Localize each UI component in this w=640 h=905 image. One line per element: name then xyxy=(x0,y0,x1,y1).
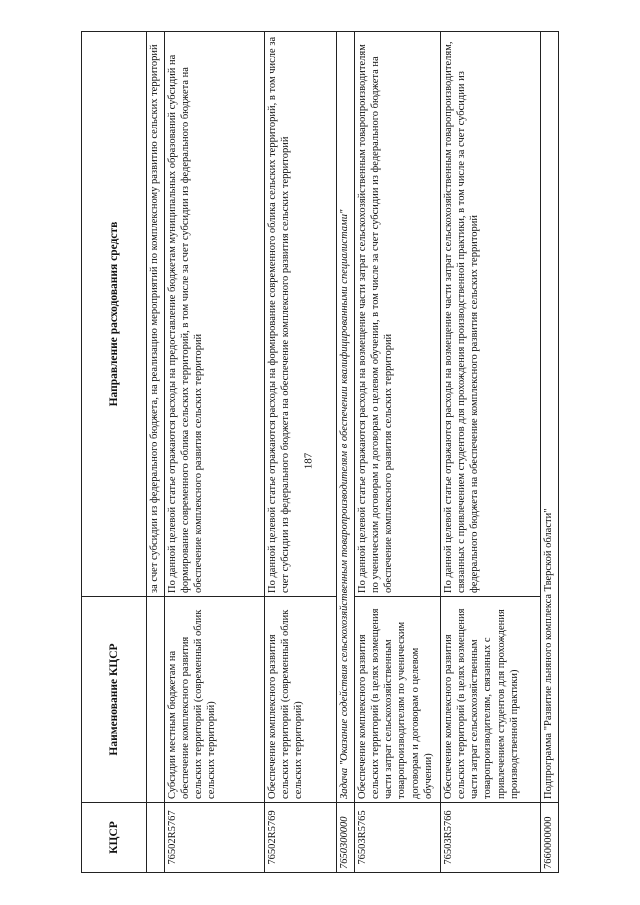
row-direction: По данной целевой статье отражаются расходы на возмещение части затрат сельскохозяйственным товаропроизводителям по ученическим договорам и договорам о целевом обучении, в том числе за счет субсидии из федерального бюджета на обеспечение комплексного развития сельских территорий xyxy=(355,32,441,597)
table-cell xyxy=(147,803,165,873)
row-direction: По данной целевой статье отражаются расходы на возмещение части затрат сельскохозяйственным товаропроизводителям, связанных с привлечением студентов для прохождения производственной практики, в том числе за счет субсидии из федерального бюджета на обеспечение комплексного развития сельских территорий xyxy=(441,32,541,597)
table-cell xyxy=(147,597,165,803)
table-row xyxy=(441,32,541,873)
row-name: Обеспечение комплексного развития сельских территорий (в целях возмещения части затрат сельскохозяйственным товаропроизводителям, связанных с привлечением студентов для прохождения производственной практики) xyxy=(441,597,541,803)
row-name: Обеспечение комплексного развития сельских территорий (в целях возмещения части затрат сельскохозяйственным товаропроизводителям по ученическим договорам и договорам о целевом обучении) xyxy=(355,597,441,803)
table-row xyxy=(265,32,337,873)
subprogram-code: 7660000000 xyxy=(541,803,559,873)
task-row xyxy=(337,32,355,873)
header-name: Наименование КЦСР xyxy=(82,597,147,803)
continuation-text: за счет субсидии из федерального бюджета, на реализацию мероприятий по комплексному развитию сельских территорий xyxy=(147,32,165,597)
table-row xyxy=(147,32,165,873)
row-code: 76503R5765 xyxy=(355,803,441,873)
document-sheet xyxy=(81,31,559,873)
table-row xyxy=(165,32,265,873)
row-direction: По данной целевой статье отражаются расходы на предоставление бюджетам муниципальных образований субсидий на формирование современного облика сельских территорий, в том числе за счет субсидии из федерального бюджета на обеспечение комплексного развития сельских территорий xyxy=(165,32,265,597)
subprogram-text: Подпрограмма "Развитие льняного комплекса Тверской области" xyxy=(541,32,559,803)
task-text: Задача "Оказание содействия сельскохозяйственным товаропроизводителям в обеспечении квалифицированными специалистами" xyxy=(337,32,355,803)
subprogram-row xyxy=(541,32,559,873)
row-direction: По данной целевой статье отражаются расходы на формирование современного облика сельских территорий, в том числе за счет субсидии из федерального бюджета на обеспечение комплексного развития сельских территорий xyxy=(265,32,337,597)
header-code: КЦСР xyxy=(82,803,147,873)
row-code: 76502R5769 xyxy=(265,803,337,873)
header-direction: Направление расходования средств xyxy=(82,32,147,597)
row-code: 76502R5767 xyxy=(165,803,265,873)
page-number: 187 xyxy=(302,452,315,470)
table-row xyxy=(355,32,441,873)
row-code: 76503R5766 xyxy=(441,803,541,873)
row-name: Субсидии местным бюджетам на обеспечение комплексного развития сельских территорий (современный облик сельских территорий) xyxy=(165,597,265,803)
table-header-row xyxy=(82,32,147,873)
row-name: Обеспечение комплексного развития сельских территорий (современный облик сельских территорий) xyxy=(265,597,337,803)
kcsr-table xyxy=(81,31,559,873)
task-code: 7650300000 xyxy=(337,803,355,873)
